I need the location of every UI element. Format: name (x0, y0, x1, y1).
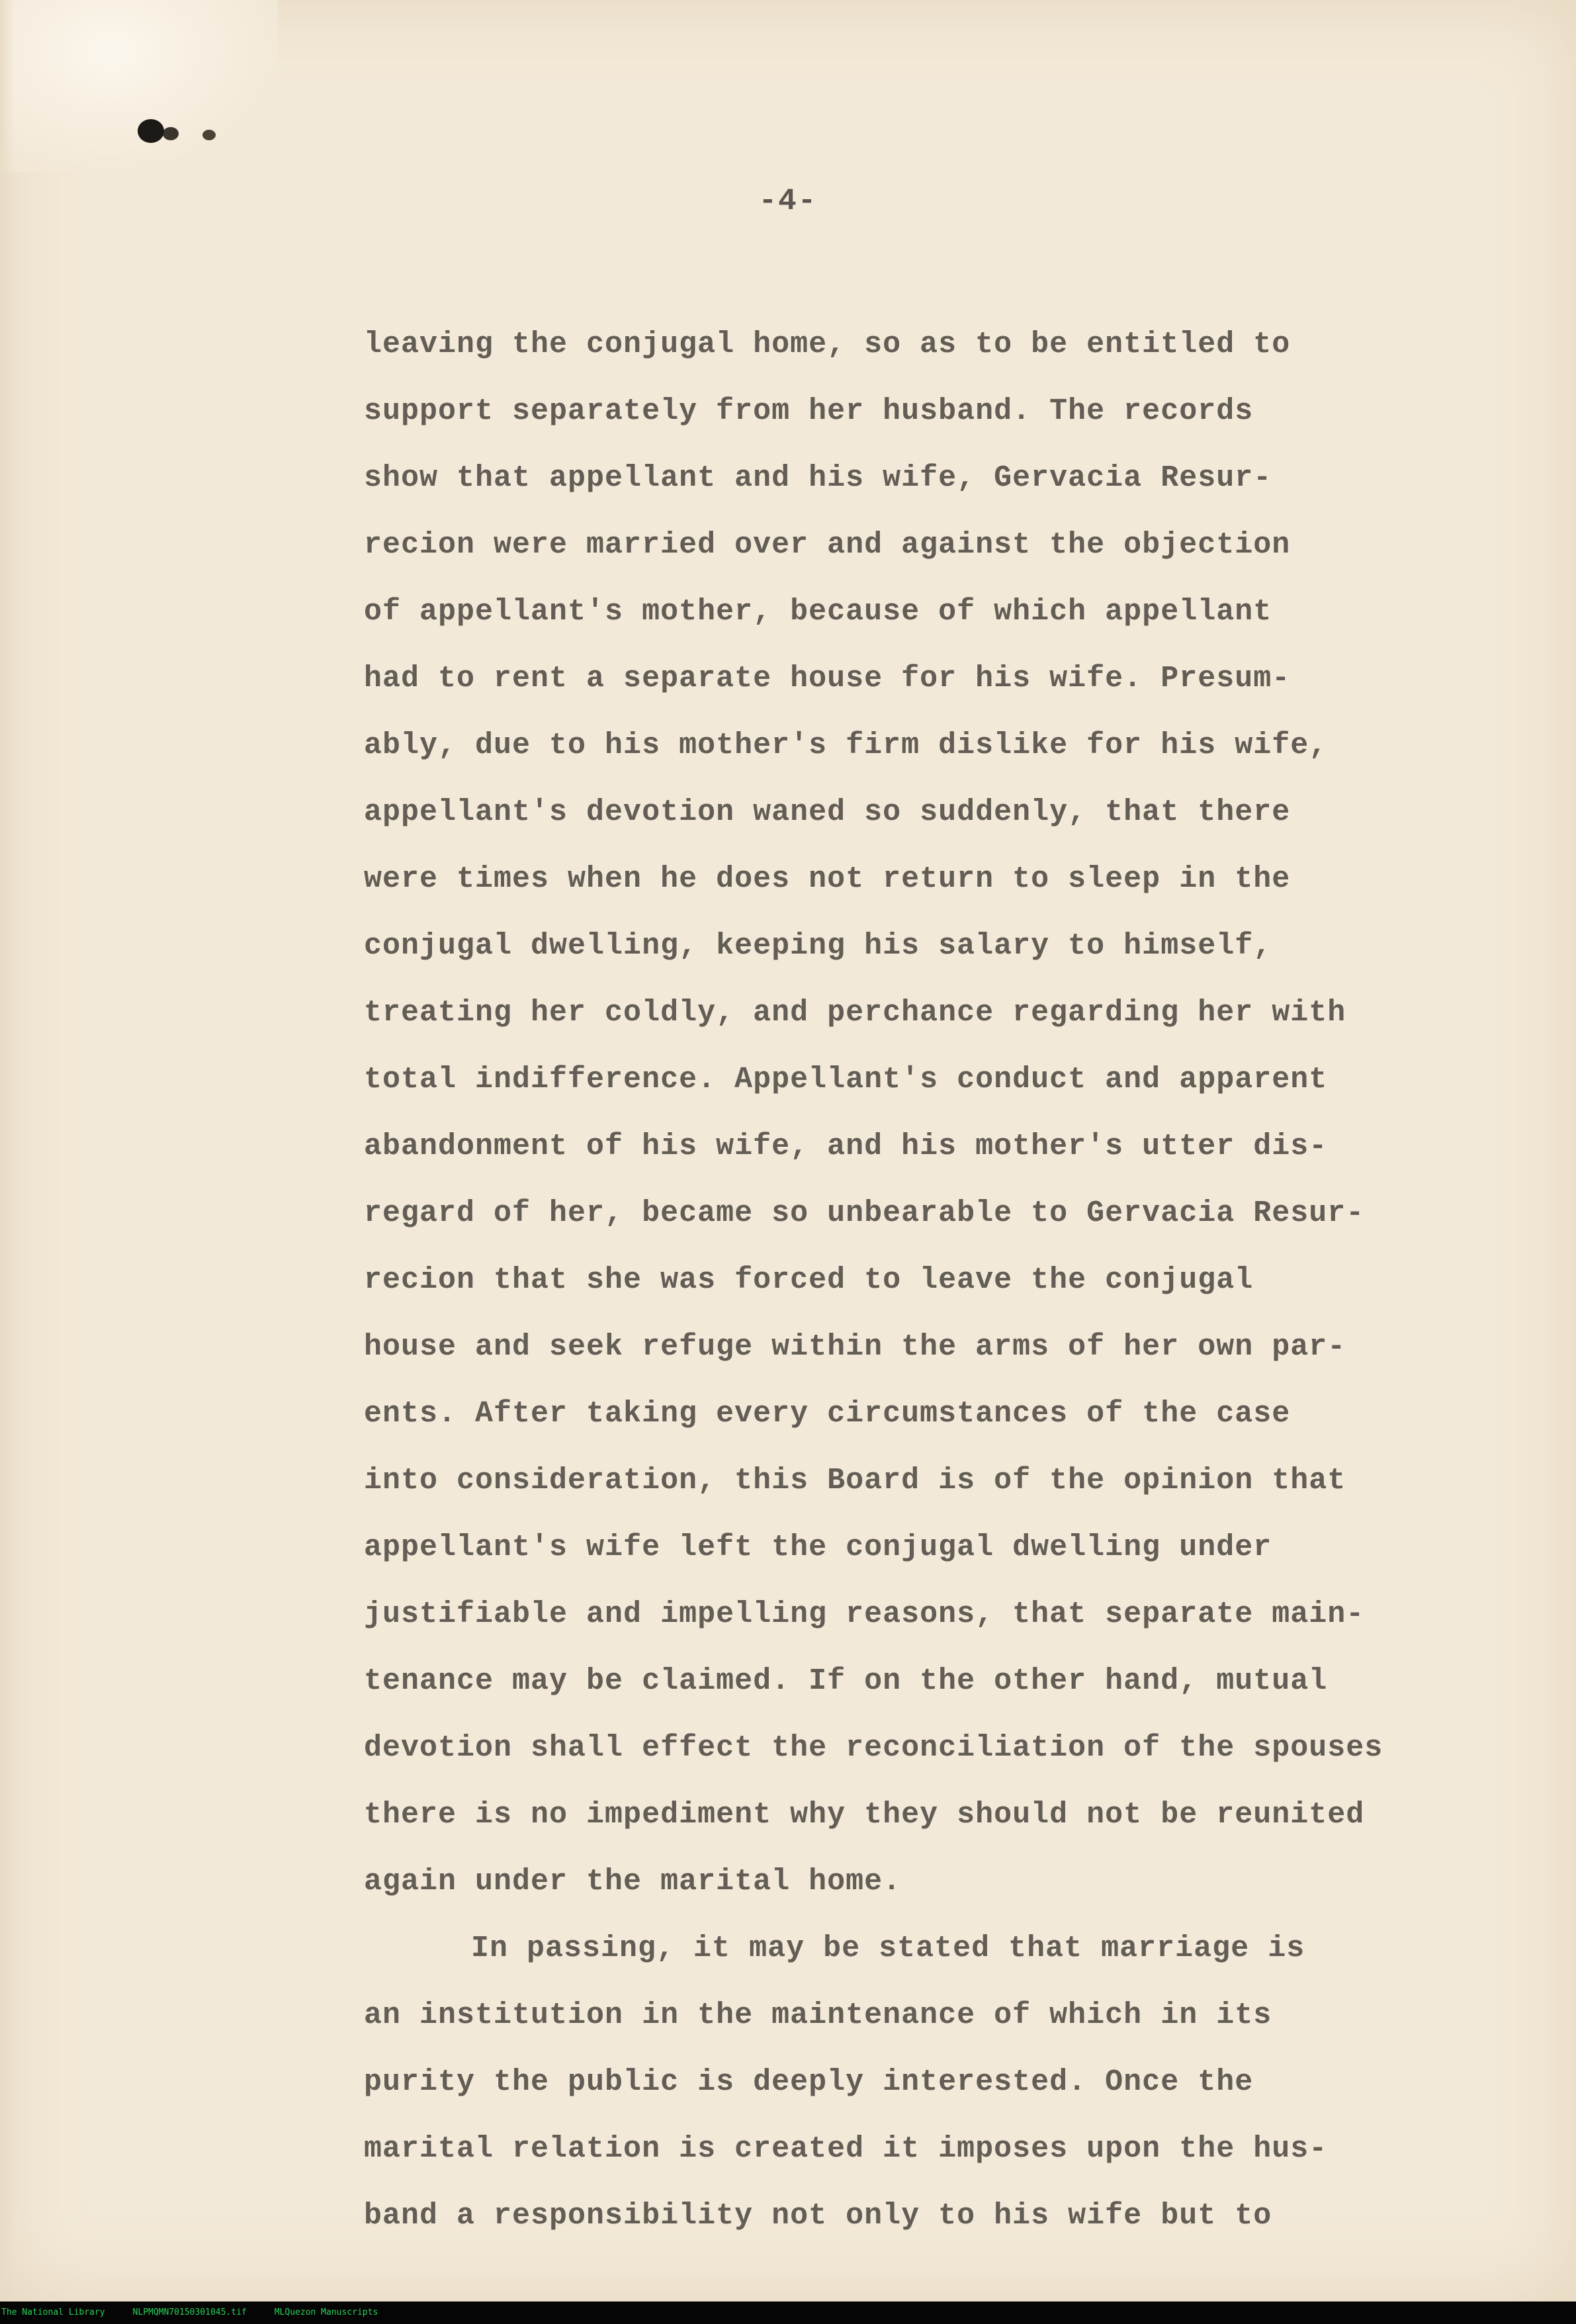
text-line: abandonment of his wife, and his mother's utter dis- (364, 1130, 1328, 1163)
text-line: had to rent a separate house for his wife. Presum- (364, 662, 1291, 695)
text-line: conjugal dwelling, keeping his salary to himself, (364, 929, 1272, 963)
footer-library: The National Library (1, 2307, 105, 2317)
paper-edge (0, 0, 15, 2302)
text-line: total indifference. Appellant's conduct and apparent (364, 1063, 1328, 1096)
text-line: ably, due to his mother's firm dislike for his wife, (364, 729, 1328, 762)
footer-collection: MLQuezon Manuscripts (274, 2307, 378, 2317)
text-line: ents. After taking every circumstances of the case (364, 1397, 1291, 1431)
text-line: were times when he does not return to sleep in the (364, 862, 1291, 896)
text-line: recion that she was forced to leave the conjugal (364, 1263, 1254, 1297)
text-line: devotion shall effect the reconciliation of the spouses (364, 1731, 1383, 1765)
text-line: recion were married over and against the objection (364, 528, 1291, 562)
text-line: house and seek refuge within the arms of her own par- (364, 1330, 1346, 1364)
text-line: band a responsibility not only to his wife but to (364, 2199, 1272, 2233)
text-line: leaving the conjugal home, so as to be entitled to (364, 328, 1291, 361)
typed-body (364, 311, 1489, 2249)
text-line: justifiable and impelling reasons, that separate main- (364, 1597, 1365, 1631)
text-line: support separately from her husband. The records (364, 394, 1254, 428)
text-line: an institution in the maintenance of which in its (364, 1998, 1272, 2032)
text-line: of appellant's mother, because of which appellant (364, 595, 1272, 629)
text-line: treating her coldly, and perchance regarding her with (364, 996, 1346, 1030)
text-line: purity the public is deeply interested. Once the (364, 2065, 1254, 2099)
text-line: show that appellant and his wife, Gervacia Resur- (364, 461, 1272, 495)
text-line: there is no impediment why they should not be reunited (364, 1798, 1365, 1832)
text-line: into consideration, this Board is of the opinion that (364, 1464, 1346, 1497)
staple-hole (138, 119, 164, 143)
text-line: appellant's wife left the conjugal dwelling under (364, 1531, 1272, 1564)
text-line: tenance may be claimed. If on the other hand, mutual (364, 1664, 1328, 1698)
text-line: regard of her, became so unbearable to Gervacia Resur- (364, 1196, 1365, 1230)
text-line: appellant's devotion waned so suddenly, that there (364, 795, 1291, 829)
text-line: again under the marital home. (364, 1865, 902, 1899)
archive-footer (0, 2302, 1576, 2324)
text-line: marital relation is created it imposes upon the hus- (364, 2132, 1328, 2166)
page-number: -4- (758, 184, 818, 218)
paragraph-first-line: In passing, it may be stated that marriage is (471, 1932, 1305, 1965)
paper-wear (0, 0, 278, 172)
footer-file-id: NLPMQMN70150301045.tif (132, 2307, 247, 2317)
